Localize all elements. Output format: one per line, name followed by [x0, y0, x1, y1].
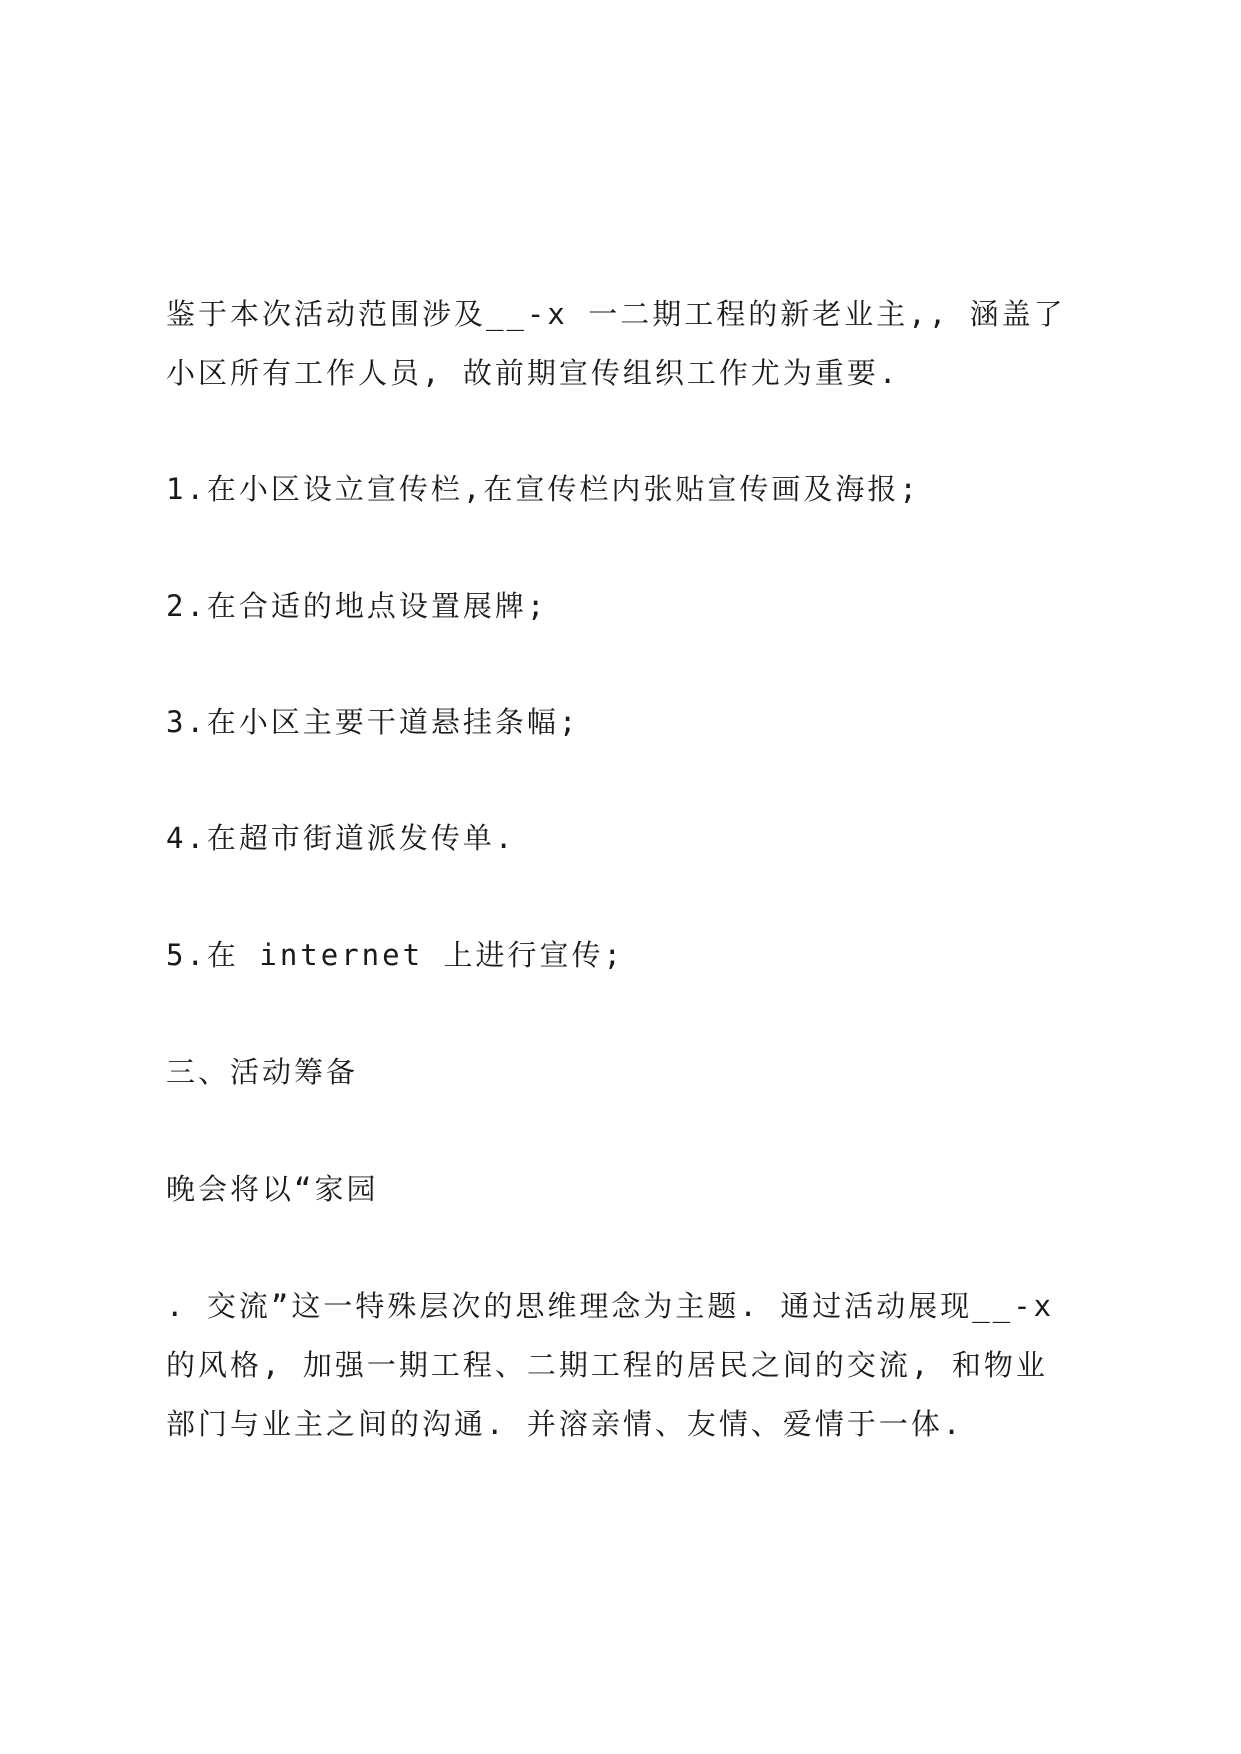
paragraph-1-line-1: 鉴于本次活动范围涉及__-x 一二期工程的新老业主,, 涵盖了	[166, 297, 1066, 331]
list-item-3: 3.在小区主要干道悬挂条幅;	[166, 705, 580, 739]
list-item-1: 1.在小区设立宣传栏,在宣传栏内张贴宣传画及海报;	[166, 472, 920, 506]
paragraph-3-line-1: . 交流”这一特殊层次的思维理念为主题. 通过活动展现__-x	[166, 1289, 1055, 1323]
list-item-2: 2.在合适的地点设置展牌;	[166, 589, 548, 623]
paragraph-2-line-1: 晚会将以“家园	[166, 1172, 379, 1206]
paragraph-3-line-2: 的风格, 加强一期工程、二期工程的居民之间的交流, 和物业	[166, 1348, 1048, 1382]
section-heading: 三、活动筹备	[166, 1055, 359, 1089]
paragraph-1-line-2: 小区所有工作人员, 故前期宣传组织工作尤为重要.	[166, 356, 900, 390]
list-item-5: 5.在 internet 上进行宣传;	[166, 938, 624, 972]
list-item-4: 4.在超市街道派发传单.	[166, 821, 516, 855]
paragraph-3-line-3: 部门与业主之间的沟通. 并溶亲情、友情、爱情于一体.	[166, 1407, 964, 1441]
